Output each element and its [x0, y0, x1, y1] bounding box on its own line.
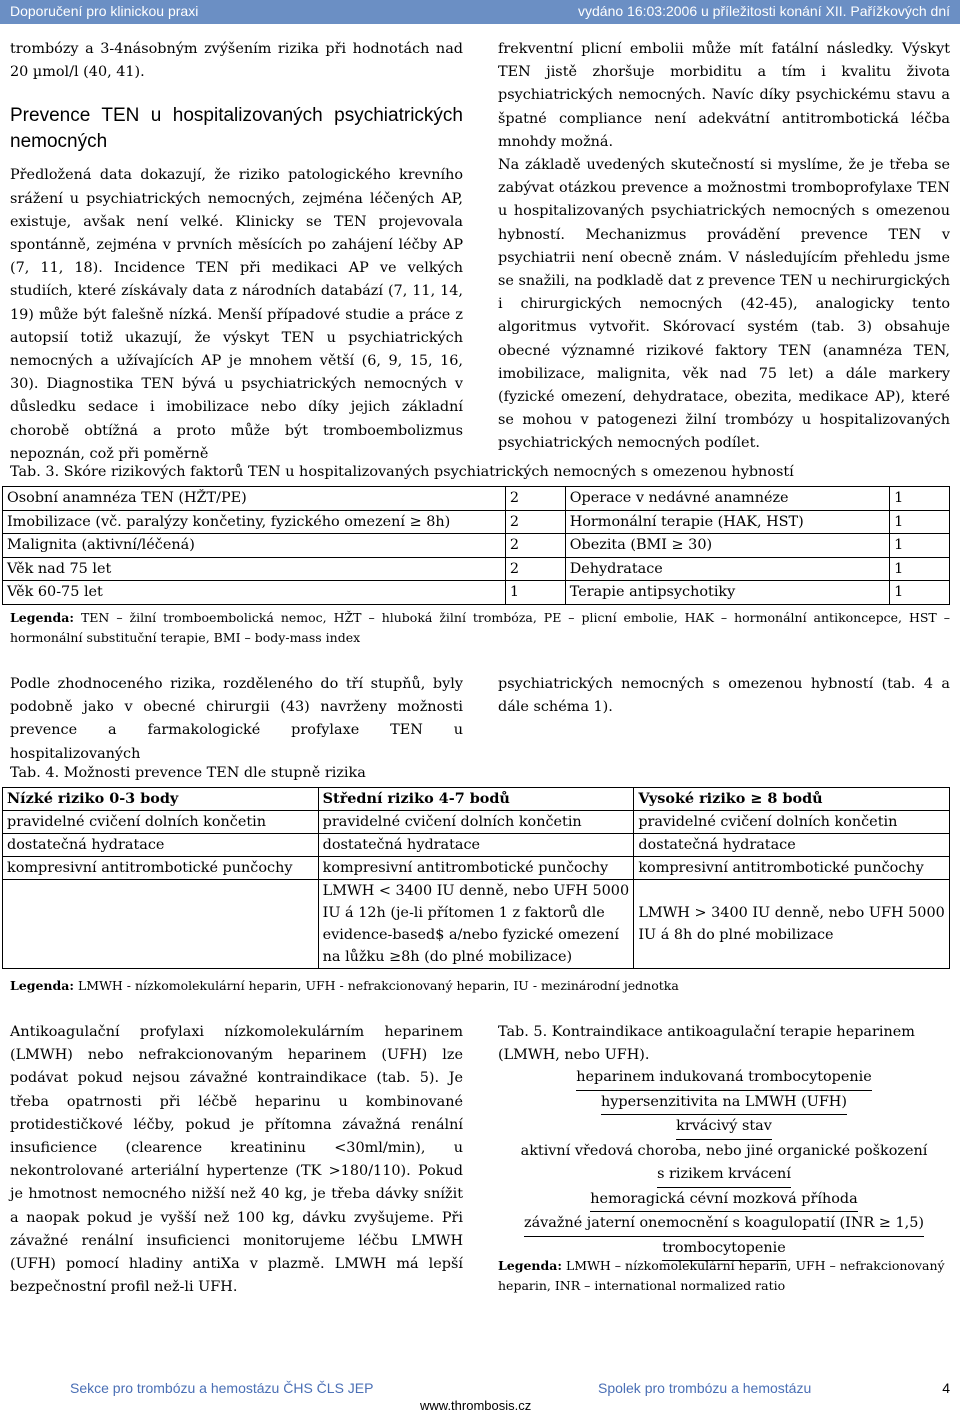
table-5: [498, 1066, 950, 1261]
paragraph: psychiatrických nemocných s omezenou hybností (tab. 4 a dále schéma 1).: [498, 676, 950, 716]
left-column-top: [10, 38, 463, 466]
page-footer: [0, 1380, 960, 1416]
paragraph: trombózy a 3-4násobným zvýšením rizika při hodnotách nad 20 µmol/l (40, 41).: [10, 41, 463, 81]
table-cell: 1: [890, 487, 950, 511]
list-item: hypersenzitivita na LMWH (UFH): [498, 1091, 950, 1116]
table-cell: kompresivní antitrombotické punčochy: [634, 857, 950, 880]
table-cell: 1: [890, 581, 950, 605]
mid-left-paragraph: [10, 673, 463, 766]
list-item: závažné jaterní onemocnění s koagulopatií (INR ≥ 1,5): [498, 1212, 950, 1237]
legend-text: TEN – žilní tromboembolická nemoc, HŽT – hluboká žilní trombóza, PE – plicní embolie, HAK – hormonální antikoncepce, HST – hormonální substituční terapie, BMI – body-mass index: [10, 610, 950, 645]
legend-text: LMWH – nízkomolekulární heparin, UFH – nefrakcionovaný heparin, INR – international normalized ratio: [498, 1258, 945, 1293]
legend-label: Legenda:: [10, 978, 74, 993]
paragraph: frekventní plicní embolii může mít fatální následky. Výskyt TEN jistě zhoršuje morbiditu a tím i kvalitu života psychiatrických nemocných. Navíc díky psychickému stavu a špatné compliance není adekvátní antitrombotická léčba mnohdy možná.: [498, 41, 950, 150]
table-cell: pravidelné cvičení dolních končetin: [318, 811, 634, 834]
table-cell: kompresivní antitrombotické punčochy: [318, 857, 634, 880]
table-cell: Obezita (BMI ≥ 30): [565, 534, 889, 558]
table-cell: Věk nad 75 let: [3, 557, 506, 581]
footer-url-link[interactable]: www.thrombosis.cz: [420, 1398, 532, 1413]
table-cell: 1: [890, 534, 950, 558]
table-cell: [3, 880, 319, 969]
table-cell: kompresivní antitrombotické punčochy: [3, 857, 319, 880]
table-cell: dostatečná hydratace: [634, 834, 950, 857]
table-cell: 1: [890, 557, 950, 581]
table-cell: Malignita (aktivní/léčená): [3, 534, 506, 558]
table-row: [3, 510, 950, 534]
page-number: 4: [942, 1380, 950, 1396]
list-item: aktivní vředová choroba, nebo jiné organické poškození: [520, 1142, 928, 1159]
paragraph: Antikoagulační profylaxi nízkomolekulárním heparinem (LMWH) nebo nefrakcionovaným heparinem (UFH) lze podávat pokud nejsou závažné kontraindikace (tab. 5). Je třeba opatrnosti při léčbě heparinu u kombinované protidestičkové léčby, pokud je přítomna závažná renální insuficience (clearence kreatininu <30ml/min), u nekontrolované arteriální hypertenze (TK >180/110). Pokud je hmotnost nemocného nižší než 40 kg, je třeba dávky snížit a naopak pokud je vyšší než 100 kg, dávku zvyšujeme. Při závažné renální insuficienci monitorujeme léčbu LMWH (UFH) pomocí hladiny antiXa v plazmě. LMWH má lepší bezpečnostní profil než-li UFH.: [10, 1024, 463, 1296]
table-cell: 1: [505, 581, 565, 605]
table-3-caption: Tab. 3. Skóre rizikových faktorů TEN u hospitalizovaných psychiatrických nemocných s omezenou hybností: [10, 464, 794, 480]
table-cell: 2: [505, 557, 565, 581]
list-item: s rizikem krvácení: [498, 1163, 950, 1188]
table-header-row: [3, 788, 950, 811]
column-header: Střední riziko 4-7 bodů: [318, 788, 634, 811]
mid-right-paragraph: [498, 673, 950, 719]
table-5-legend: [498, 1256, 950, 1296]
table-3-legend: [10, 608, 950, 648]
right-column-top: [498, 38, 950, 456]
table-cell: 2: [505, 487, 565, 511]
table-cell: Dehydratace: [565, 557, 889, 581]
table-cell: 2: [505, 534, 565, 558]
table-5-caption: Tab. 5. Kontraindikace antikoagulační terapie heparinem (LMWH, nebo UFH).: [498, 1024, 915, 1063]
legend-label: Legenda:: [498, 1258, 562, 1273]
footer-mid-link[interactable]: Spolek pro trombózu a hemostázu: [598, 1380, 812, 1396]
column-header: Nízké riziko 0-3 body: [3, 788, 319, 811]
bottom-left-paragraph: [10, 1021, 463, 1299]
table-row: [3, 487, 950, 511]
footer-left-link[interactable]: Sekce pro trombózu a hemostázu ČHS ČLS JEP: [70, 1380, 374, 1396]
list-item: heparinem indukovaná trombocytopenie: [498, 1066, 950, 1091]
table-cell: pravidelné cvičení dolních končetin: [634, 811, 950, 834]
table-row: [3, 811, 950, 834]
table-cell: Hormonální terapie (HAK, HST): [565, 510, 889, 534]
table-cell: Věk 60-75 let: [3, 581, 506, 605]
table-row: [3, 857, 950, 880]
list-item: hemoragická cévní mozková příhoda: [498, 1188, 950, 1213]
table-cell: dostatečná hydratace: [318, 834, 634, 857]
table-row: [3, 880, 950, 969]
header-left-text: Doporučení pro klinickou praxi: [10, 3, 199, 19]
legend-text: LMWH - nízkomolekulární heparin, UFH - nefrakcionovaný heparin, IU - mezinárodní jednotka: [77, 978, 679, 993]
column-header: Vysoké riziko ≥ 8 bodů: [634, 788, 950, 811]
paragraph: Předložená data dokazují, že riziko patologického krevního srážení u psychiatrických nemocných, zejména léčených AP, existuje, avšak není velké. Klinicky se TEN projevovala spontánně, zejména v prvních měsících po zahájení léčby AP (7, 11, 18). Incidence TEN při medikaci AP ve velkých studiích, které získávaly data z národních databází (7, 11, 14, 19) může být falešně nízká. Menší případové studie a práce z autopsií totiž ukazují, že výskyt TEN u psychiatrických nemocných a užívajících AP je mnohem větší (6, 9, 15, 16, 30). Diagnostika TEN bývá u psychiatrických nemocných v důsledku sedace i imobilizace nebo díky jejich základní chorobě obtížná a proto může být tromboembolizmus nepoznán, což při poměrně: [10, 167, 463, 462]
paragraph: Na základě uvedených skutečností si myslíme, že je třeba se zabývat otázkou prevence a možnostmi tromboprofylaxe TEN u hospitalizovaných psychiatrických nemocných s omezenou hybností. Mechanizmus provádění prevence TEN v psychiatrii není obecně znám. V následujícím přehledu jsme se snažili, na podkladě dat z prevence TEN u nechirurgických i chirurgických nemocných (42-45), analogicky tento algoritmus vytvořit. Skórovací systém (tab. 3) obsahuje obecné významné rizikové faktory TEN (anamnéza TEN, imobilizace, malignita, věk nad 75 let) a dále markery (fyzické omezení, dehydratace, obezita, medikace AP), které se mohou v patogenezi žilní trombózy u hospitalizovaných psychiatrických nemocných podílet.: [498, 157, 950, 452]
page-header: [0, 0, 960, 24]
list-item: trombocytopenie: [498, 1237, 950, 1262]
table-cell: Imobilizace (vč. paralýzy končetiny, fyzického omezení ≥ 8h): [3, 510, 506, 534]
list-item: krvácivý stav: [498, 1115, 950, 1140]
table-cell: LMWH > 3400 IU denně, nebo UFH 5000 IU á 8h do plné mobilizace: [634, 880, 950, 969]
table-cell: dostatečná hydratace: [3, 834, 319, 857]
table-cell: pravidelné cvičení dolních končetin: [3, 811, 319, 834]
table-cell: Osobní anamnéza TEN (HŽT/PE): [3, 487, 506, 511]
table-cell: Operace v nedávné anamnéze: [565, 487, 889, 511]
table-row: [3, 534, 950, 558]
table-4-caption: Tab. 4. Možnosti prevence TEN dle stupně rizika: [10, 765, 366, 781]
table-row: [3, 581, 950, 605]
table-4-legend: [10, 976, 950, 996]
table-row: [3, 557, 950, 581]
table-4: [2, 787, 950, 969]
table-row: [3, 834, 950, 857]
table-cell: 2: [505, 510, 565, 534]
table-3: [2, 486, 950, 605]
table-cell: Terapie antipsychotiky: [565, 581, 889, 605]
legend-label: Legenda:: [10, 610, 74, 625]
table-cell: 1: [890, 510, 950, 534]
section-heading: Prevence TEN u hospitalizovaných psychiatrických nemocných: [10, 105, 463, 153]
paragraph: Podle zhodnoceného rizika, rozděleného do tří stupňů, byly podobně jako v obecné chirurgii (43) navrženy možnosti prevence a farmakologické profylaxe TEN u hospitalizovaných: [10, 676, 463, 762]
header-right-text: vydáno 16:03:2006 u příležitosti konání XII. Pařížkových dní: [578, 3, 950, 19]
table-cell: LMWH < 3400 IU denně, nebo UFH 5000 IU á 12h (je-li přítomen 1 z faktorů dle evidence-based$ a/nebo fyzické omezení na lůžku ≥8h (do plné mobilizace): [318, 880, 634, 969]
